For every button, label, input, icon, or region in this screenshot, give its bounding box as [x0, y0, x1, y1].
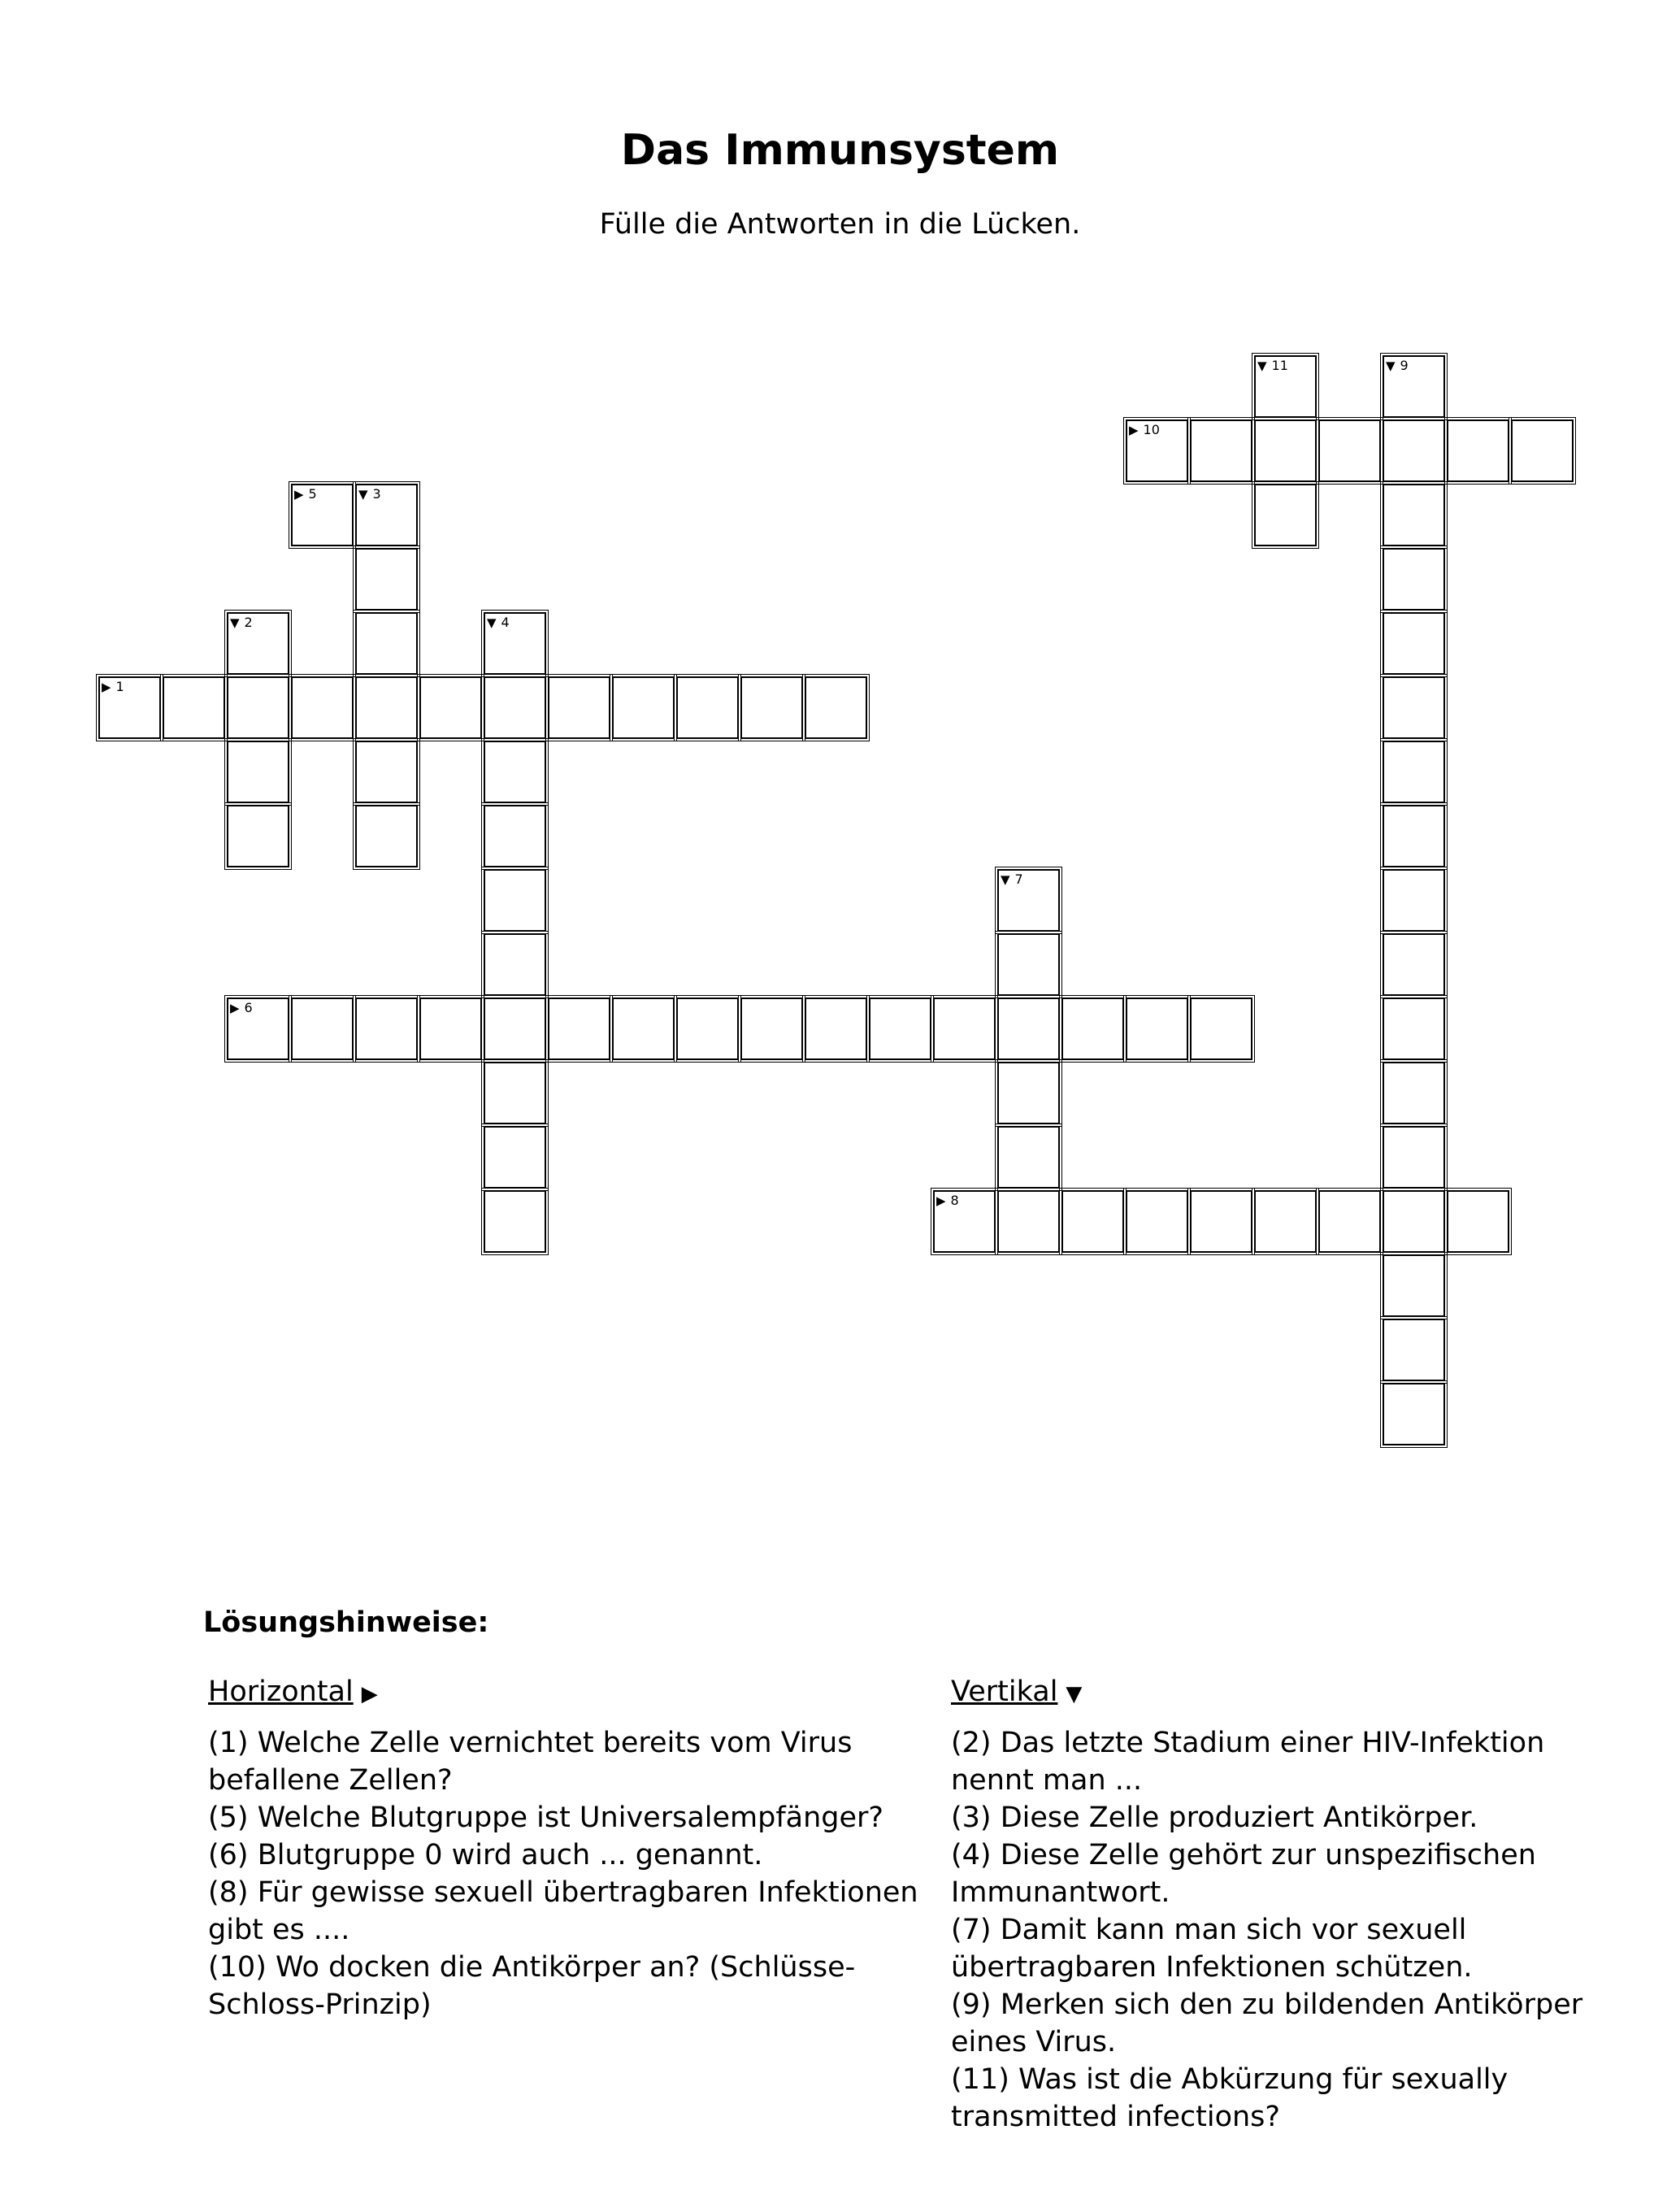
crossword-cell[interactable] [484, 612, 546, 675]
crossword-cell[interactable] [1318, 419, 1381, 482]
crossword-cell[interactable] [1383, 741, 1445, 803]
crossword-cell[interactable] [1190, 998, 1252, 1060]
clue-number-text: 4 [501, 615, 510, 630]
crossword-cell[interactable] [98, 676, 161, 739]
clue-number-2 [230, 615, 253, 631]
clue-number-1 [102, 679, 124, 695]
down-arrow-icon: ▼ [358, 487, 368, 502]
crossword-cell[interactable] [484, 869, 546, 932]
crossword-cell[interactable] [1383, 998, 1445, 1060]
clue-number-text: 2 [244, 615, 253, 630]
down-arrow-icon: ▼ [1066, 1682, 1083, 1706]
crossword-cell[interactable] [676, 998, 739, 1060]
crossword-cell[interactable] [1447, 419, 1509, 482]
crossword-cell[interactable] [997, 1126, 1060, 1189]
across-arrow-icon: ▶ [102, 680, 111, 694]
crossword-cell[interactable] [484, 1062, 546, 1124]
clue-number-text: 1 [115, 679, 124, 694]
vertical-clues [951, 1673, 1634, 2136]
crossword-cell[interactable] [1190, 419, 1252, 482]
crossword-cell[interactable] [419, 998, 482, 1060]
clue-number-text: 11 [1271, 358, 1288, 373]
clue-down-7: (7) Damit kann man sich vor sexuell übertragbaren Infektionen schützen. [951, 1914, 1473, 1984]
vertical-heading [951, 1673, 1634, 1713]
clue-across-1: (1) Welche Zelle vernichtet bereits vom Virus befallene Zellen? [208, 1727, 853, 1797]
crossword-cell[interactable] [1254, 419, 1317, 482]
clue-number-7 [1001, 871, 1023, 888]
crossword-cell[interactable] [1383, 933, 1445, 996]
clue-number-6 [230, 1000, 253, 1016]
crossword-cell[interactable] [484, 998, 546, 1060]
crossword-cell[interactable] [1126, 419, 1188, 482]
crossword-cell[interactable] [548, 998, 610, 1060]
crossword-cell[interactable] [1383, 484, 1445, 546]
crossword-cell[interactable] [227, 805, 289, 867]
down-arrow-icon: ▼ [1001, 872, 1010, 887]
crossword-cell[interactable] [484, 1126, 546, 1189]
crossword-cell[interactable] [291, 484, 354, 546]
crossword-cell[interactable] [548, 676, 610, 739]
crossword-cell[interactable] [484, 805, 546, 867]
crossword-cell[interactable] [291, 998, 354, 1060]
across-arrow-icon: ▶ [361, 1682, 378, 1706]
clue-number-3 [358, 486, 381, 502]
crossword-cell[interactable] [355, 612, 418, 675]
page-subtitle: Fülle die Antworten in die Lücken. [599, 208, 1081, 241]
clue-across-5: (5) Welche Blutgruppe ist Universalempfänger? [208, 1802, 884, 1834]
crossword-cell[interactable] [1383, 419, 1445, 482]
crossword-cell[interactable] [484, 1190, 546, 1253]
crossword-cell[interactable] [355, 805, 418, 867]
crossword-cell[interactable] [933, 998, 996, 1060]
hints-heading: Lösungshinweise: [203, 1606, 489, 1639]
crossword-cell[interactable] [227, 998, 289, 1060]
crossword-cell[interactable] [1383, 548, 1445, 611]
clue-number-5 [294, 486, 317, 502]
clue-number-text: 9 [1400, 358, 1409, 373]
clue-across-10: (10) Wo docken die Antikörper an? (Schlüsse-Schloss-Prinzip) [208, 1951, 856, 2021]
crossword-cell[interactable] [1126, 998, 1188, 1060]
crossword-cell[interactable] [355, 998, 418, 1060]
crossword-cell[interactable] [163, 676, 225, 739]
crossword-cell[interactable] [997, 933, 1060, 996]
crossword-cell[interactable] [1254, 355, 1317, 418]
crossword-cell[interactable] [355, 484, 418, 546]
crossword-cell[interactable] [612, 998, 675, 1060]
crossword-cell[interactable] [1383, 1254, 1445, 1317]
crossword-cell[interactable] [1383, 1383, 1445, 1445]
crossword-cell[interactable] [1383, 1319, 1445, 1381]
vertical-label: Vertikal [951, 1676, 1058, 1708]
crossword-cell[interactable] [1383, 1190, 1445, 1253]
clue-number-9 [1386, 358, 1409, 374]
crossword-cell[interactable] [1383, 1126, 1445, 1189]
clue-across-6: (6) Blutgruppe 0 wird auch ... genannt. [208, 1839, 763, 1871]
crossword-cell[interactable] [484, 933, 546, 996]
crossword-cell[interactable] [1061, 998, 1124, 1060]
clue-down-9: (9) Merken sich den zu bildenden Antikörper eines Virus. [951, 1989, 1583, 2058]
crossword-cell[interactable] [355, 548, 418, 611]
down-arrow-icon: ▼ [1257, 359, 1267, 373]
across-arrow-icon: ▶ [1129, 423, 1139, 437]
clue-number-text: 10 [1143, 422, 1160, 437]
crossword-cell[interactable] [740, 676, 803, 739]
page-title: Das Immunsystem [620, 126, 1060, 175]
crossword-cell[interactable] [1254, 484, 1317, 546]
crossword-cell[interactable] [805, 998, 867, 1060]
clue-down-3: (3) Diese Zelle produziert Antikörper. [951, 1802, 1478, 1834]
crossword-cell[interactable] [805, 676, 867, 739]
clue-number-text: 8 [950, 1193, 959, 1208]
clue-number-11 [1257, 358, 1288, 374]
crossword-cell[interactable] [291, 676, 354, 739]
crossword-cell[interactable] [227, 612, 289, 675]
across-arrow-icon: ▶ [936, 1193, 946, 1208]
crossword-cell[interactable] [1511, 419, 1574, 482]
crossword-cell[interactable] [676, 676, 739, 739]
down-arrow-icon: ▼ [230, 615, 240, 630]
crossword-cell[interactable] [1383, 805, 1445, 867]
crossword-cell[interactable] [1254, 1190, 1317, 1253]
crossword-cell[interactable] [933, 1190, 996, 1253]
crossword-cell[interactable] [612, 676, 675, 739]
crossword-cell[interactable] [1383, 869, 1445, 932]
horizontal-heading [208, 1673, 923, 1713]
clue-number-text: 7 [1014, 871, 1023, 887]
crossword-cell[interactable] [1061, 1190, 1124, 1253]
crossword-cell[interactable] [869, 998, 931, 1060]
crossword-cell[interactable] [484, 741, 546, 803]
across-arrow-icon: ▶ [230, 1001, 240, 1015]
clue-number-text: 5 [308, 486, 317, 502]
horizontal-label: Horizontal [208, 1676, 354, 1708]
crossword-cell[interactable] [1383, 676, 1445, 739]
clue-number-4 [487, 615, 510, 631]
crossword-cell[interactable] [1383, 355, 1445, 418]
crossword-cell[interactable] [1383, 612, 1445, 675]
crossword-cell[interactable] [419, 676, 482, 739]
crossword-cell[interactable] [1318, 1190, 1381, 1253]
crossword-cell[interactable] [227, 741, 289, 803]
crossword-cell[interactable] [997, 1190, 1060, 1253]
horizontal-clues [208, 1673, 923, 2023]
crossword-cell[interactable] [484, 676, 546, 739]
down-arrow-icon: ▼ [1386, 359, 1396, 373]
crossword-cell[interactable] [1383, 1062, 1445, 1124]
crossword-cell[interactable] [355, 676, 418, 739]
clue-down-2: (2) Das letzte Stadium einer HIV-Infektion nennt man ... [951, 1727, 1545, 1797]
crossword-cell[interactable] [1190, 1190, 1252, 1253]
crossword-cell[interactable] [1447, 1190, 1509, 1253]
clue-across-8: (8) Für gewisse sexuell übertragbaren Infektionen gibt es .... [208, 1876, 918, 1946]
clue-number-text: 3 [372, 486, 381, 502]
crossword-cell[interactable] [997, 1062, 1060, 1124]
crossword-cell[interactable] [1126, 1190, 1188, 1253]
crossword-cell[interactable] [355, 741, 418, 803]
crossword-cell[interactable] [740, 998, 803, 1060]
clue-number-text: 6 [244, 1000, 253, 1015]
crossword-cell[interactable] [997, 998, 1060, 1060]
clue-number-10 [1129, 422, 1160, 438]
clue-down-11: (11) Was ist die Abkürzung für sexually transmitted infections? [951, 2063, 1509, 2133]
down-arrow-icon: ▼ [487, 615, 497, 630]
crossword-cell[interactable] [227, 676, 289, 739]
across-arrow-icon: ▶ [294, 487, 304, 502]
clue-number-8 [936, 1193, 959, 1209]
clue-down-4: (4) Diese Zelle gehört zur unspezifischen Immunantwort. [951, 1839, 1536, 1909]
crossword-cell[interactable] [997, 869, 1060, 932]
